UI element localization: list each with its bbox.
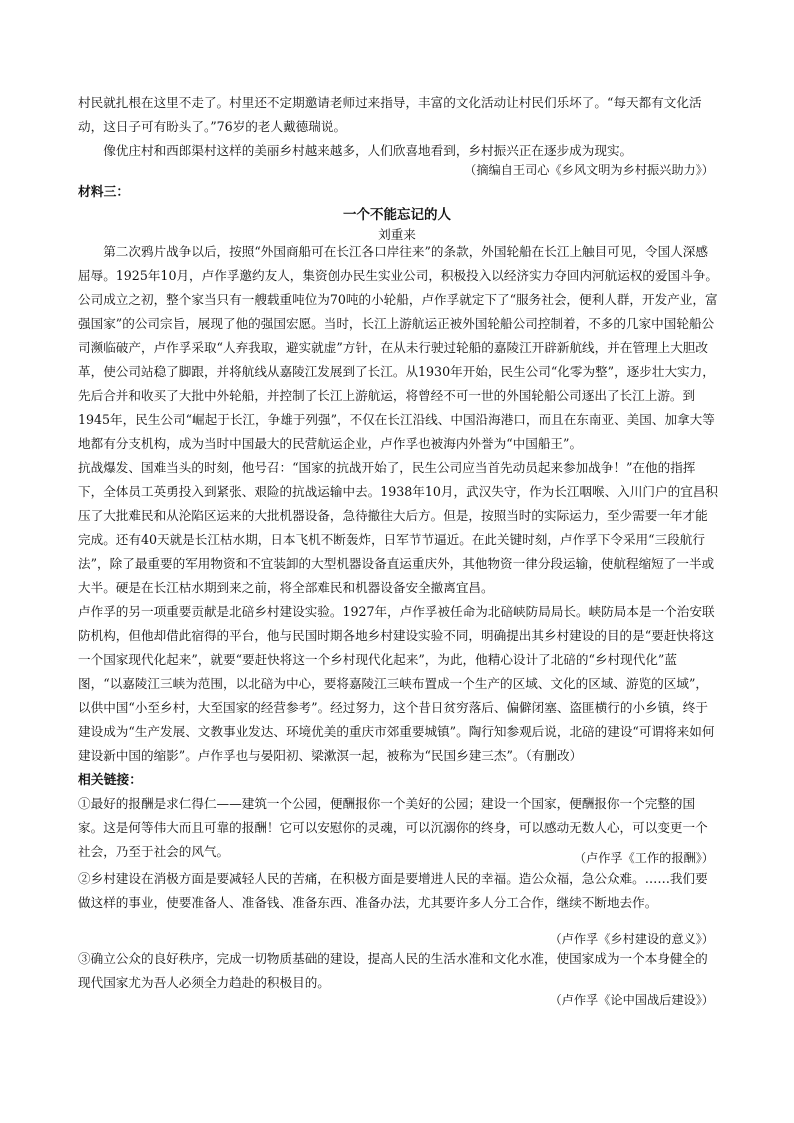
intro-paragraph-2: 像优庄村和西郎渠村这样的美丽乡村越来越多，人们欣喜地看到，乡村振兴正在逐步成为现实。 (103, 143, 633, 158)
link-item-2: ②乡村建设在消极方面是要减轻人民的苦痛，在积极方面是要增进人民的幸福。造公众福，急公众难。……我们要做这样的事业，使要准备人、准备钱、准备东西、准备办法，尤其要许多人分工合作，继续不断地去作。 (78, 871, 708, 910)
article-title: 一个不能忘记的人 (343, 207, 451, 223)
link-item-1: ①最好的报酬是求仁得仁——建筑一个公园，便酬报你一个美好的公园；建设一个国家，便酬报你一个完整的国家。这是何等伟大而且可靠的报酬！它可以安慰你的灵魂，可以沉溺你的终身，可以感动无数人心，可以变更一个社会，乃至于社会的风气。 (78, 796, 708, 859)
article-paragraph-2: 抗战爆发、国难当头的时刻，他号召：“国家的抗战开始了，民生公司应当首先动员起来参加战争！”在他的指挥下，全体员工英勇投入到紧张、艰险的抗战运输中去。1938年10月，武汉失守，作为长江咽喉、入川门户的宜昌积压了大批难民和从沦陷区运来的大批机器设备，急待撤往大后方。但是，按照当时的实际运力，至少需要一年才能完成。还有40天就是长江枯水期，日本飞机不断轰炸，日军节节逼近。在此关键时刻，卢作孚下令采用“三段航行法”，除了最重要的军用物资和不宜装卸的大型机器设备直运重庆外，其他物资一律分段运输，使航程缩短了一半或大半。硬是在长江枯水期到来之前，将全部难民和机器设备安全撤离宜昌。 (78, 460, 718, 595)
article-author: 刘重来 (378, 227, 416, 242)
link-item-3-source: （卢作孚《论中国战后建设》） (549, 993, 714, 1007)
material-3-label: 材料三： (78, 185, 130, 200)
article-paragraph-3: 卢作孚的另一项重要贡献是北碚乡村建设实验。1927年，卢作孚被任命为北碚峡防局局长。峡防局本是一个治安联防机构，但他却借此宿得的平台，他与民国时期各地乡村建设实验不同，明确提出其乡村建设的目的是“要赶快将这一个国家现代化起来”，就要“要赶快将这一个乡村现代化起来”，为此，他精心设计了北碚的“乡村现代化”蓝图，“以嘉陵江三峡为范围，以北碚为中心，要将嘉陵江三峡布置成一个生产的区域、文化的区域、游览的区域”，以供中国“小至乡村，大至国家的经营参考”。经过努力，这个昔日贫穷落后、偏僻闭塞、盗匪横行的小乡镇，终于建设成为“生产发展、文教事业发达、环境优美的重庆市郊重要城镇”。陶行知参观后说，北碚的建设“可谓将来如何建设新中国的缩影”。卢作孚也与晏阳初、梁漱溟一起，被称为“民国乡建三杰”。（有删改） (78, 604, 715, 763)
related-links-label: 相关链接： (78, 773, 142, 788)
intro-paragraph-1: 村民就扎根在这里不走了。村里还不定期邀请老师过来指导，丰富的文化活动让村民们乐坏了。“每天都有文化活动，这日子可有盼头了。”76岁的老人戴德瑞说。 (78, 95, 702, 134)
link-item-2-source: （卢作孚《乡村建设的意义》） (549, 932, 714, 946)
link-item-1-source: （卢作孚《工作的报酬》） (573, 851, 714, 865)
link-item-3: ③确立公众的良好秩序，完成一切物质基础的建设，提高人民的生活水准和文化水准，使国家成为一个本身健全的现代国家尤为吾人必须全力趋赴的积极目的。 (78, 951, 708, 990)
article-paragraph-1: 第二次鸦片战争以后，按照“外国商船可在长江各口岸往来”的条款，外国轮船在长江上触目可见，令国人深感屈辱。1925年10月，卢作孚邀约友人，集资创办民生实业公司，积极投入以经济实力夺回内河航运权的爱国斗争。公司成立之初，整个家当只有一艘载重吨位为70吨的小轮船，卢作孚就定下了“服务社会，便利人群，开发产业，富强国家”的公司宗旨，展现了他的强国宏愿。当时，长江上游航运正被外国轮船公司控制着，不多的几家中国轮船公司濒临破产，卢作孚采取“人弃我取，避实就虚”方针，在从未行驶过轮船的嘉陵江开辟新航线，并在管理上大胆改革，使公司站稳了脚跟，并将航线从嘉陵江发展到了长江。从1930年开始，民生公司“化零为整”，逐步壮大实力，先后合并和收买了大批中外轮船，并控制了长江上游航运，将曾经不可一世的外国轮船公司逐出了长江上游。到1945年，民生公司“崛起于长江，争雄于列强”，不仅在长江沿线、中国沿海港口，而且在东南亚、美国、加拿大等地都有分支机构，成为当时中国最大的民营航运企业，卢作孚也被海内外誉为“中国船王”。 (78, 244, 718, 451)
intro-source: （摘编自王司心《乡风文明为乡村振兴助力》） (464, 163, 714, 177)
